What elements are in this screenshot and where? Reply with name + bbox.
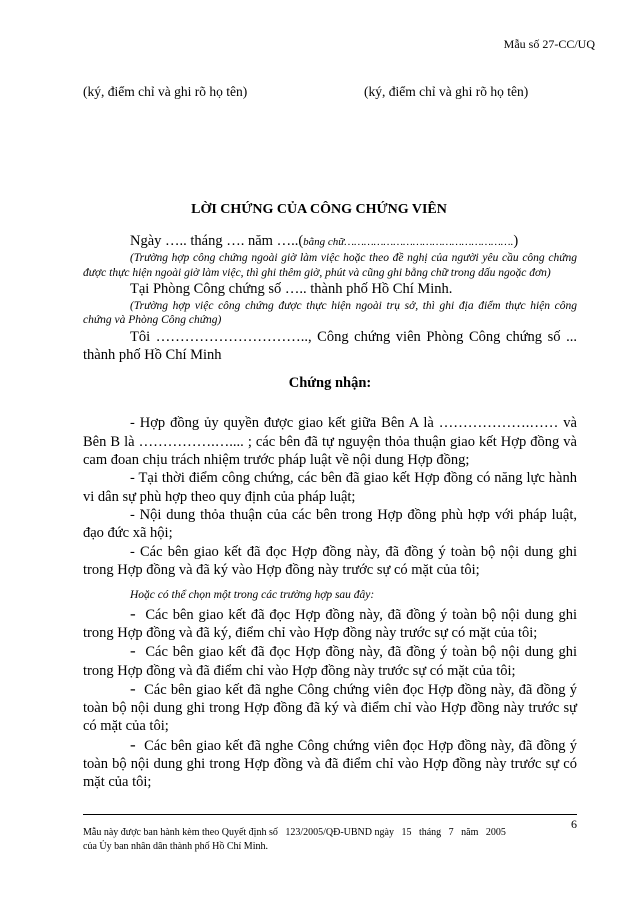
alternative-item: - Các bên giao kết đã nghe Công chứng viên đọc Hợp đồng này, đã đồng ý toàn bộ nội dung ghi trong Hợp đồng và đã điểm chỉ vào Hợp đồng này trước sự có mặt của tôi;	[83, 734, 577, 791]
certify-heading: Chứng nhận:	[288, 375, 372, 392]
footer-note	[83, 826, 506, 853]
dash-bullet: -	[130, 734, 136, 754]
certification-item: - Nội dung thỏa thuận của các bên trong Hợp đồng phù hợp với pháp luật, đạo đức xã hội;	[83, 506, 577, 542]
footer-line-2: của Ủy ban nhân dân thành phố Hồ Chí Minh.	[83, 840, 268, 852]
document-body	[83, 232, 577, 792]
dash-bullet: -	[130, 678, 136, 698]
note-outside-office: (Trường hợp việc công chứng được thực hiện ngoài trụ sở, thì ghi địa điểm thực hiện công chứng và Phòng Công chứng)	[83, 299, 577, 327]
certification-item: - Hợp đồng ủy quyền được giao kết giữa Bên A là ……………….…… và Bên B là …………….….... ; các bên đã tự nguyện thỏa thuận giao kết Hợp đồng và cam đoan chịu trách nhiệm trước pháp luật về nội dung Hợp đồng;	[83, 415, 577, 469]
dash-bullet: -	[130, 603, 136, 623]
page-number: 6	[571, 817, 577, 831]
alternative-item: - Các bên giao kết đã đọc Hợp đồng này, đã đồng ý toàn bộ nội dung ghi trong Hợp đồng và đã điểm chỉ vào Hợp đồng này trước sự có mặt của tôi;	[83, 641, 578, 679]
footer-line-1: Mẫu này được ban hành kèm theo Quyết định số 123/2005/QĐ-UBND ngày 15 tháng 7 năm 2005	[83, 827, 506, 838]
signature-left-note: (ký, điểm chỉ và ghi rõ họ tên)	[83, 84, 248, 99]
date-line: Ngày ….. tháng …. năm …..(bằng chữ…………………………………………….)	[130, 233, 519, 249]
note-outside-hours: (Trường hợp công chứng ngoài giờ làm việc hoặc theo đề nghị của người yêu cầu công chứng được thực hiện ngoài giờ làm việc, thì ghi thêm giờ, phút và cũng ghi bằng chữ trong dấu ngoặc đơn)	[83, 252, 577, 279]
notary-line: Tôi ………………………….., Công chứng viên Phòng Công chứng số ... thành phố Hồ Chí Minh	[83, 328, 577, 363]
footer-divider	[83, 814, 577, 815]
certification-item: - Các bên giao kết đã đọc Hợp đồng này, đã đồng ý toàn bộ nội dung ghi trong Hợp đồng và đã ký vào Hợp đồng này trước sự có mặt của tôi;	[83, 543, 577, 578]
office-line: Tại Phòng Công chứng số ….. thành phố Hồ Chí Minh.	[130, 281, 453, 298]
page-title: LỜI CHỨNG CỦA CÔNG CHỨNG VIÊN	[191, 202, 447, 217]
alternative-item: - Các bên giao kết đã nghe Công chứng viên đọc Hợp đồng này, đã đồng ý toàn bộ nội dung ghi trong Hợp đồng đã ký và điểm chỉ vào Hợp đồng này trước sự có mặt của tôi;	[83, 678, 577, 735]
dash-bullet: -	[130, 641, 136, 661]
certification-item: - Tại thời điểm công chứng, các bên đã giao kết Hợp đồng có năng lực hành vi dân sự phù hợp theo quy định của pháp luật;	[83, 470, 577, 505]
form-code: Mẫu số 27-CC/UQ	[503, 37, 595, 51]
alternative-heading: Hoặc có thể chọn một trong các trường hợp sau đây:	[130, 589, 375, 602]
date-in-words: bằng chữ…………………………………………….	[303, 236, 514, 248]
signature-right-note: (ký, điểm chỉ và ghi rõ họ tên)	[364, 84, 529, 99]
alternative-item: - Các bên giao kết đã đọc Hợp đồng này, đã đồng ý toàn bộ nội dung ghi trong Hợp đồng và đã ký, điểm chỉ vào Hợp đồng này trước sự có mặt của tôi;	[83, 603, 578, 641]
